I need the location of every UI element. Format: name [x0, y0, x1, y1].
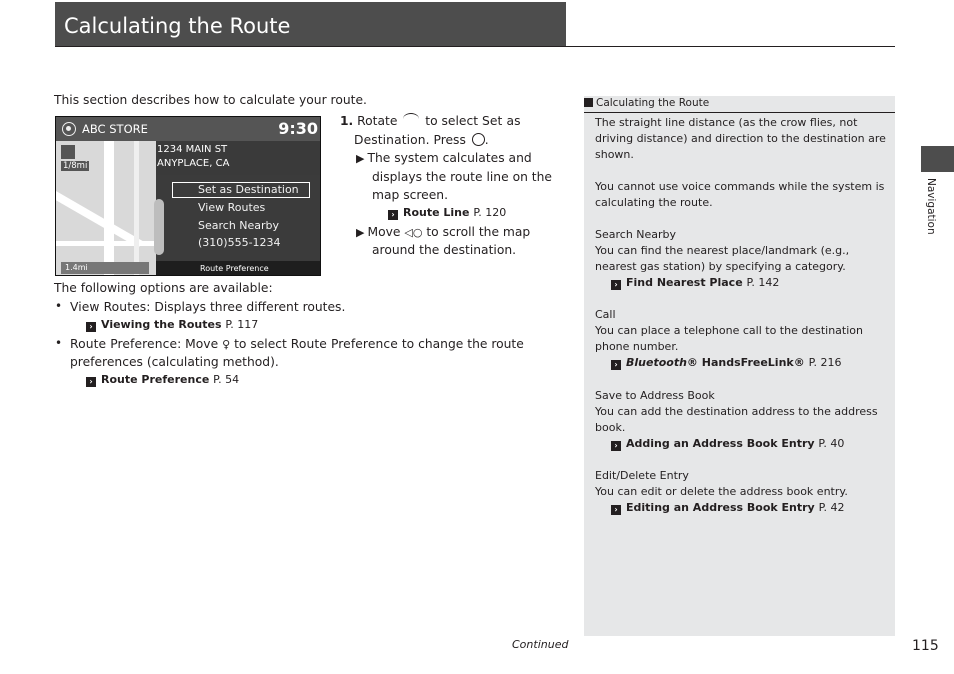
route-preference-label: Route Preference: [200, 264, 269, 273]
screen-header: [56, 117, 321, 141]
sidebar-section-line: You can find the nearest place/landmark (e.g.,: [595, 244, 850, 257]
step-number: 1.: [340, 114, 354, 128]
sidebar-heading-icon: [584, 98, 593, 107]
sidebar-heading: [584, 96, 709, 110]
scroll-knob: [154, 199, 164, 255]
ref-arrow-icon: ›: [611, 280, 621, 290]
step-line1: [340, 112, 521, 131]
option-text: to select: [234, 337, 287, 351]
intro-text: This section describes how to calculate your route.: [54, 93, 367, 107]
move-text: to scroll the map: [426, 225, 531, 239]
address-line1: 1234 MAIN ST: [157, 144, 228, 155]
step-text: . Press: [425, 133, 466, 147]
result-line1: [356, 149, 532, 169]
sidebar-heading-bar: [584, 96, 895, 113]
sidebar-section-line: book.: [595, 421, 626, 434]
options-heading: The following options are available:: [54, 281, 273, 295]
north-icon: [61, 145, 75, 159]
step-line2: [354, 131, 489, 150]
ref-page: P. 42: [818, 501, 845, 514]
sidebar-p2-line: You cannot use voice commands while the system is: [595, 180, 885, 193]
ref-arrow-icon: ›: [388, 210, 398, 220]
menu-item-search-nearby[interactable]: Search Nearby: [198, 219, 280, 232]
option-text: : Move: [177, 337, 219, 351]
ref-title: Route Preference: [101, 373, 210, 386]
ref-page: P. 120: [473, 206, 507, 219]
sidebar-section-title: Edit/Delete Entry: [595, 469, 689, 482]
ref-page: P. 216: [808, 356, 842, 369]
editing-address-ref[interactable]: [611, 500, 844, 516]
address-line2: ANYPLACE, CA: [157, 158, 230, 169]
ref-page: P. 117: [225, 318, 259, 331]
route-line-ref[interactable]: [388, 206, 506, 220]
ref-arrow-icon: ›: [86, 322, 96, 332]
page-title: Calculating the Route: [64, 14, 291, 38]
knob-move-icon: ◁○: [404, 226, 423, 239]
ref-title-italic: Bluetooth: [626, 356, 687, 369]
sidebar-section-line: You can edit or delete the address book entry.: [595, 485, 848, 498]
ref-title: Adding an Address Book Entry: [626, 437, 815, 450]
title-bar: [55, 2, 566, 46]
option-view-routes: [70, 298, 345, 317]
option-route-preference: [70, 335, 524, 355]
sidebar-section-title: Save to Address Book: [595, 389, 715, 402]
map-scale: 1/8mi: [63, 161, 88, 171]
step-text: to select: [425, 114, 479, 128]
menu-item-phone[interactable]: (310)555-1234: [198, 236, 281, 249]
distance-readout: 1.4mi: [61, 262, 149, 274]
move-line2: around the destination.: [372, 243, 517, 257]
screen-clock: 9:30: [278, 119, 318, 138]
knob-press-icon: [472, 133, 485, 146]
sidebar-p1-line: driving distance) and direction to the destination are: [595, 132, 886, 145]
sidebar-p1-line: The straight line distance (as the crow flies, not: [595, 116, 858, 129]
sidebar-section-line: You can place a telephone call to the destination: [595, 324, 863, 337]
sidebar-section-title: Call: [595, 308, 616, 321]
section-tab-label: Navigation: [925, 178, 937, 235]
menu-item-set-destination[interactable]: Set as Destination: [198, 183, 299, 196]
option-text: : Displays three different routes.: [146, 300, 346, 314]
menu-item-view-routes[interactable]: View Routes: [198, 201, 266, 214]
continued-label: Continued: [512, 638, 569, 651]
ui-term: Set as: [481, 114, 521, 128]
adding-address-ref[interactable]: [611, 436, 844, 452]
screen-footer: [156, 261, 321, 276]
ref-title: ® HandsFreeLink®: [686, 356, 805, 369]
result-line2: displays the route line on the: [372, 170, 552, 184]
destination-icon: [62, 122, 76, 136]
result-arrow-icon: ▶: [356, 152, 365, 165]
sidebar-notes: [584, 96, 895, 636]
ref-title: Find Nearest Place: [626, 276, 743, 289]
step-text: .: [484, 133, 489, 147]
sidebar-p2-line: calculating the route.: [595, 196, 713, 209]
bullet-icon: •: [55, 336, 63, 350]
ref-title: Route Line: [403, 206, 470, 219]
section-tab-label-wrap: [923, 178, 939, 248]
ref-title: Viewing the Routes: [101, 318, 222, 331]
sidebar-section-line: You can add the destination address to the address: [595, 405, 878, 418]
move-arrow-icon: ▶: [356, 226, 365, 239]
title-rule: [55, 46, 895, 47]
find-nearest-place-ref[interactable]: [611, 275, 779, 291]
ref-arrow-icon: ›: [611, 441, 621, 451]
move-line1: [356, 223, 530, 243]
move-text: Move: [367, 225, 401, 239]
sidebar-p1-line: shown.: [595, 148, 634, 161]
option-text: to change the route: [401, 337, 524, 351]
result-text: The system calculates and: [367, 151, 532, 165]
step-text: Rotate: [357, 114, 398, 128]
sidebar-section-line: nearest gas station) by specifying a category.: [595, 260, 846, 273]
knob-move-down-icon: ♀: [222, 338, 231, 351]
ref-page: P. 142: [746, 276, 780, 289]
ref-arrow-icon: ›: [611, 505, 621, 515]
bullet-icon: •: [55, 299, 63, 313]
ui-term: View Routes: [70, 300, 147, 314]
viewing-routes-ref[interactable]: [86, 318, 258, 332]
route-preference-ref[interactable]: [86, 373, 239, 387]
sidebar-section-title: Search Nearby: [595, 228, 677, 241]
ref-page: P. 40: [818, 437, 845, 450]
sidebar-heading-text: Calculating the Route: [596, 97, 710, 109]
handsfreelink-ref[interactable]: [611, 355, 841, 371]
ui-term: Route Preference: [70, 337, 178, 351]
knob-rotate-icon: [403, 113, 419, 125]
ref-title: Editing an Address Book Entry: [626, 501, 815, 514]
screen-title: ABC STORE: [82, 122, 148, 136]
sidebar-section-line: phone number.: [595, 340, 679, 353]
ui-term: Route Preference: [290, 337, 398, 351]
ref-arrow-icon: ›: [611, 360, 621, 370]
ref-page: P. 54: [213, 373, 240, 386]
ref-arrow-icon: ›: [86, 377, 96, 387]
result-line3: map screen.: [372, 188, 449, 202]
section-tab[interactable]: [921, 146, 954, 172]
page-number: 115: [912, 638, 939, 654]
option-route-preference-line2: preferences (calculating method).: [70, 355, 279, 369]
nav-screen-image: [55, 116, 321, 276]
ui-term: Destination: [354, 133, 426, 147]
